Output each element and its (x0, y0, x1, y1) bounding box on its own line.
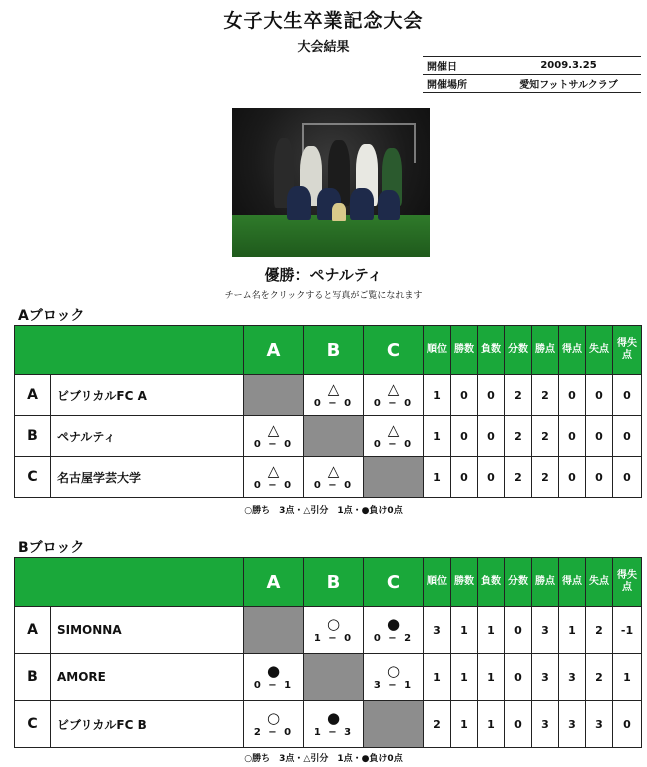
stat-cell: 3 (532, 701, 559, 748)
header-losses: 負数 (478, 326, 505, 375)
stat-cell: 1 (451, 607, 478, 654)
team-name-link[interactable]: AMORE (51, 654, 244, 701)
match-score: 0 − 0 (373, 439, 414, 450)
table-row (15, 654, 642, 701)
match-result-cell (244, 416, 304, 457)
info-label: 開催場所 (423, 75, 496, 93)
match-score: 0 − 1 (253, 680, 294, 691)
photo-person (378, 190, 400, 220)
stat-cell: 1 (478, 701, 505, 748)
match-result-cell (244, 457, 304, 498)
header-goals-against: 失点 (586, 558, 613, 607)
table-row (15, 457, 642, 498)
stat-cell: 1 (424, 416, 451, 457)
table-row (15, 375, 642, 416)
stat-cell: 0 (586, 375, 613, 416)
stat-cell: 2 (532, 457, 559, 498)
stat-cell: 2 (532, 375, 559, 416)
stat-cell: 1 (478, 607, 505, 654)
result-symbol: △ (267, 421, 280, 439)
match-result-cell (364, 654, 424, 701)
page-title: 女子大生卒業記念大会 (223, 10, 424, 32)
team-name-link[interactable]: ビブリカルFC B (51, 701, 244, 748)
row-letter: A (15, 607, 51, 654)
stat-cell: 2 (424, 701, 451, 748)
row-letter: B (15, 654, 51, 701)
team-name-link[interactable]: SIMONNA (51, 607, 244, 654)
stat-cell: 2 (586, 607, 613, 654)
stat-cell: 0 (559, 375, 586, 416)
page-subtitle: 大会結果 (297, 40, 350, 55)
stat-cell: 3 (586, 701, 613, 748)
info-label: 開催日 (423, 57, 496, 75)
stat-cell: 1 (451, 654, 478, 701)
photo-sign (332, 203, 346, 221)
stat-cell: 0 (613, 701, 642, 748)
result-symbol: ● (386, 615, 401, 633)
stat-cell: 0 (451, 416, 478, 457)
block-b-legend: ○勝ち 3点・△引分 1点・●負け0点 (244, 754, 403, 764)
row-letter: C (15, 701, 51, 748)
header-blank (15, 558, 244, 607)
match-score: 3 − 1 (373, 680, 414, 691)
stat-cell: 0 (613, 375, 642, 416)
match-result-cell (304, 607, 364, 654)
stat-cell: 1 (559, 607, 586, 654)
header-draws: 分数 (505, 326, 532, 375)
header-team-a: A (244, 558, 304, 607)
match-result-cell (304, 457, 364, 498)
match-score: 0 − 0 (373, 398, 414, 409)
result-symbol: △ (387, 421, 400, 439)
stat-cell: 0 (505, 607, 532, 654)
header-team-c: C (364, 326, 424, 375)
header-team-c: C (364, 558, 424, 607)
match-score: 0 − 0 (253, 480, 294, 491)
self-match-cell (244, 607, 304, 654)
stat-cell: 0 (505, 701, 532, 748)
match-result-cell (244, 701, 304, 748)
result-symbol: ○ (266, 709, 281, 727)
self-match-cell (364, 457, 424, 498)
match-result-cell (364, 607, 424, 654)
block-a-label: Aブロック (18, 308, 85, 324)
info-value: 2009.3.25 (496, 57, 641, 75)
stat-cell: 1 (424, 457, 451, 498)
photo-person (350, 188, 374, 220)
header-team-b: B (304, 326, 364, 375)
info-value: 愛知フットサルクラブ (496, 75, 641, 93)
table-row (15, 607, 642, 654)
match-result-cell (304, 701, 364, 748)
header-points: 勝点 (532, 326, 559, 375)
stat-cell: 3 (559, 654, 586, 701)
stat-cell: 1 (424, 375, 451, 416)
self-match-cell (304, 654, 364, 701)
match-score: 1 − 0 (313, 633, 354, 644)
stat-cell: 0 (586, 457, 613, 498)
row-letter: C (15, 457, 51, 498)
self-match-cell (304, 416, 364, 457)
stat-cell: 3 (424, 607, 451, 654)
match-result-cell (364, 375, 424, 416)
info-row-date (423, 57, 641, 75)
stat-cell: 1 (451, 701, 478, 748)
photo-person (287, 186, 311, 220)
block-b-label: Bブロック (18, 540, 85, 556)
header-wins: 勝数 (451, 558, 478, 607)
match-score: 2 − 0 (253, 727, 294, 738)
self-match-cell (364, 701, 424, 748)
team-name-link[interactable]: 名古屋学芸大学 (51, 457, 244, 498)
row-letter: B (15, 416, 51, 457)
header-goals-for: 得点 (559, 558, 586, 607)
result-symbol: △ (327, 462, 340, 480)
stat-cell: 0 (559, 416, 586, 457)
stat-cell: 0 (478, 416, 505, 457)
team-name-link[interactable]: ペナルティ (51, 416, 244, 457)
header-team-a: A (244, 326, 304, 375)
champion-label: 優勝：ペナルティ (264, 266, 383, 284)
header-rank: 順位 (424, 326, 451, 375)
match-score: 1 − 3 (313, 727, 354, 738)
match-score: 0 − 0 (313, 398, 354, 409)
team-name-link[interactable]: ビブリカルFC A (51, 375, 244, 416)
row-letter: A (15, 375, 51, 416)
stat-cell: 2 (505, 457, 532, 498)
match-score: 0 − 0 (253, 439, 294, 450)
block-a-legend: ○勝ち 3点・△引分 1点・●負け0点 (244, 506, 403, 516)
table-row (15, 416, 642, 457)
header-rank: 順位 (424, 558, 451, 607)
self-match-cell (244, 375, 304, 416)
match-score: 0 − 0 (313, 480, 354, 491)
event-info-table (423, 56, 641, 93)
stat-cell: 1 (613, 654, 642, 701)
photo-floor (232, 215, 430, 257)
click-note: チーム名をクリックすると写真がご覧になれます (224, 291, 423, 301)
header-goals-for: 得点 (559, 326, 586, 375)
stat-cell: 2 (586, 654, 613, 701)
stat-cell: 2 (505, 416, 532, 457)
info-row-venue (423, 75, 641, 93)
stat-cell: 3 (532, 607, 559, 654)
result-symbol: ○ (326, 615, 341, 633)
table-row (15, 701, 642, 748)
stat-cell: 1 (424, 654, 451, 701)
match-result-cell (304, 375, 364, 416)
stat-cell: 0 (451, 457, 478, 498)
table-header-row (15, 558, 642, 607)
stat-cell: 0 (451, 375, 478, 416)
block-b-table (14, 557, 642, 748)
stat-cell: -1 (613, 607, 642, 654)
result-symbol: △ (267, 462, 280, 480)
stat-cell: 2 (532, 416, 559, 457)
team-photo (232, 108, 430, 257)
match-result-cell (244, 654, 304, 701)
header-blank (15, 326, 244, 375)
stat-cell: 0 (505, 654, 532, 701)
match-result-cell (364, 416, 424, 457)
stat-cell: 3 (532, 654, 559, 701)
result-symbol: ● (266, 662, 281, 680)
header-goal-diff: 得失点 (613, 326, 642, 375)
stat-cell: 0 (478, 375, 505, 416)
stat-cell: 2 (505, 375, 532, 416)
match-score: 0 − 2 (373, 633, 414, 644)
header-points: 勝点 (532, 558, 559, 607)
stat-cell: 0 (559, 457, 586, 498)
header-wins: 勝数 (451, 326, 478, 375)
header-goal-diff: 得失点 (613, 558, 642, 607)
stat-cell: 0 (586, 416, 613, 457)
result-symbol: ○ (386, 662, 401, 680)
table-header-row (15, 326, 642, 375)
result-symbol: △ (387, 380, 400, 398)
stat-cell: 3 (559, 701, 586, 748)
header-team-b: B (304, 558, 364, 607)
header-goals-against: 失点 (586, 326, 613, 375)
stat-cell: 0 (478, 457, 505, 498)
header-losses: 負数 (478, 558, 505, 607)
header-draws: 分数 (505, 558, 532, 607)
stat-cell: 0 (613, 416, 642, 457)
result-symbol: ● (326, 709, 341, 727)
result-symbol: △ (327, 380, 340, 398)
block-a-table (14, 325, 642, 498)
stat-cell: 0 (613, 457, 642, 498)
stat-cell: 1 (478, 654, 505, 701)
